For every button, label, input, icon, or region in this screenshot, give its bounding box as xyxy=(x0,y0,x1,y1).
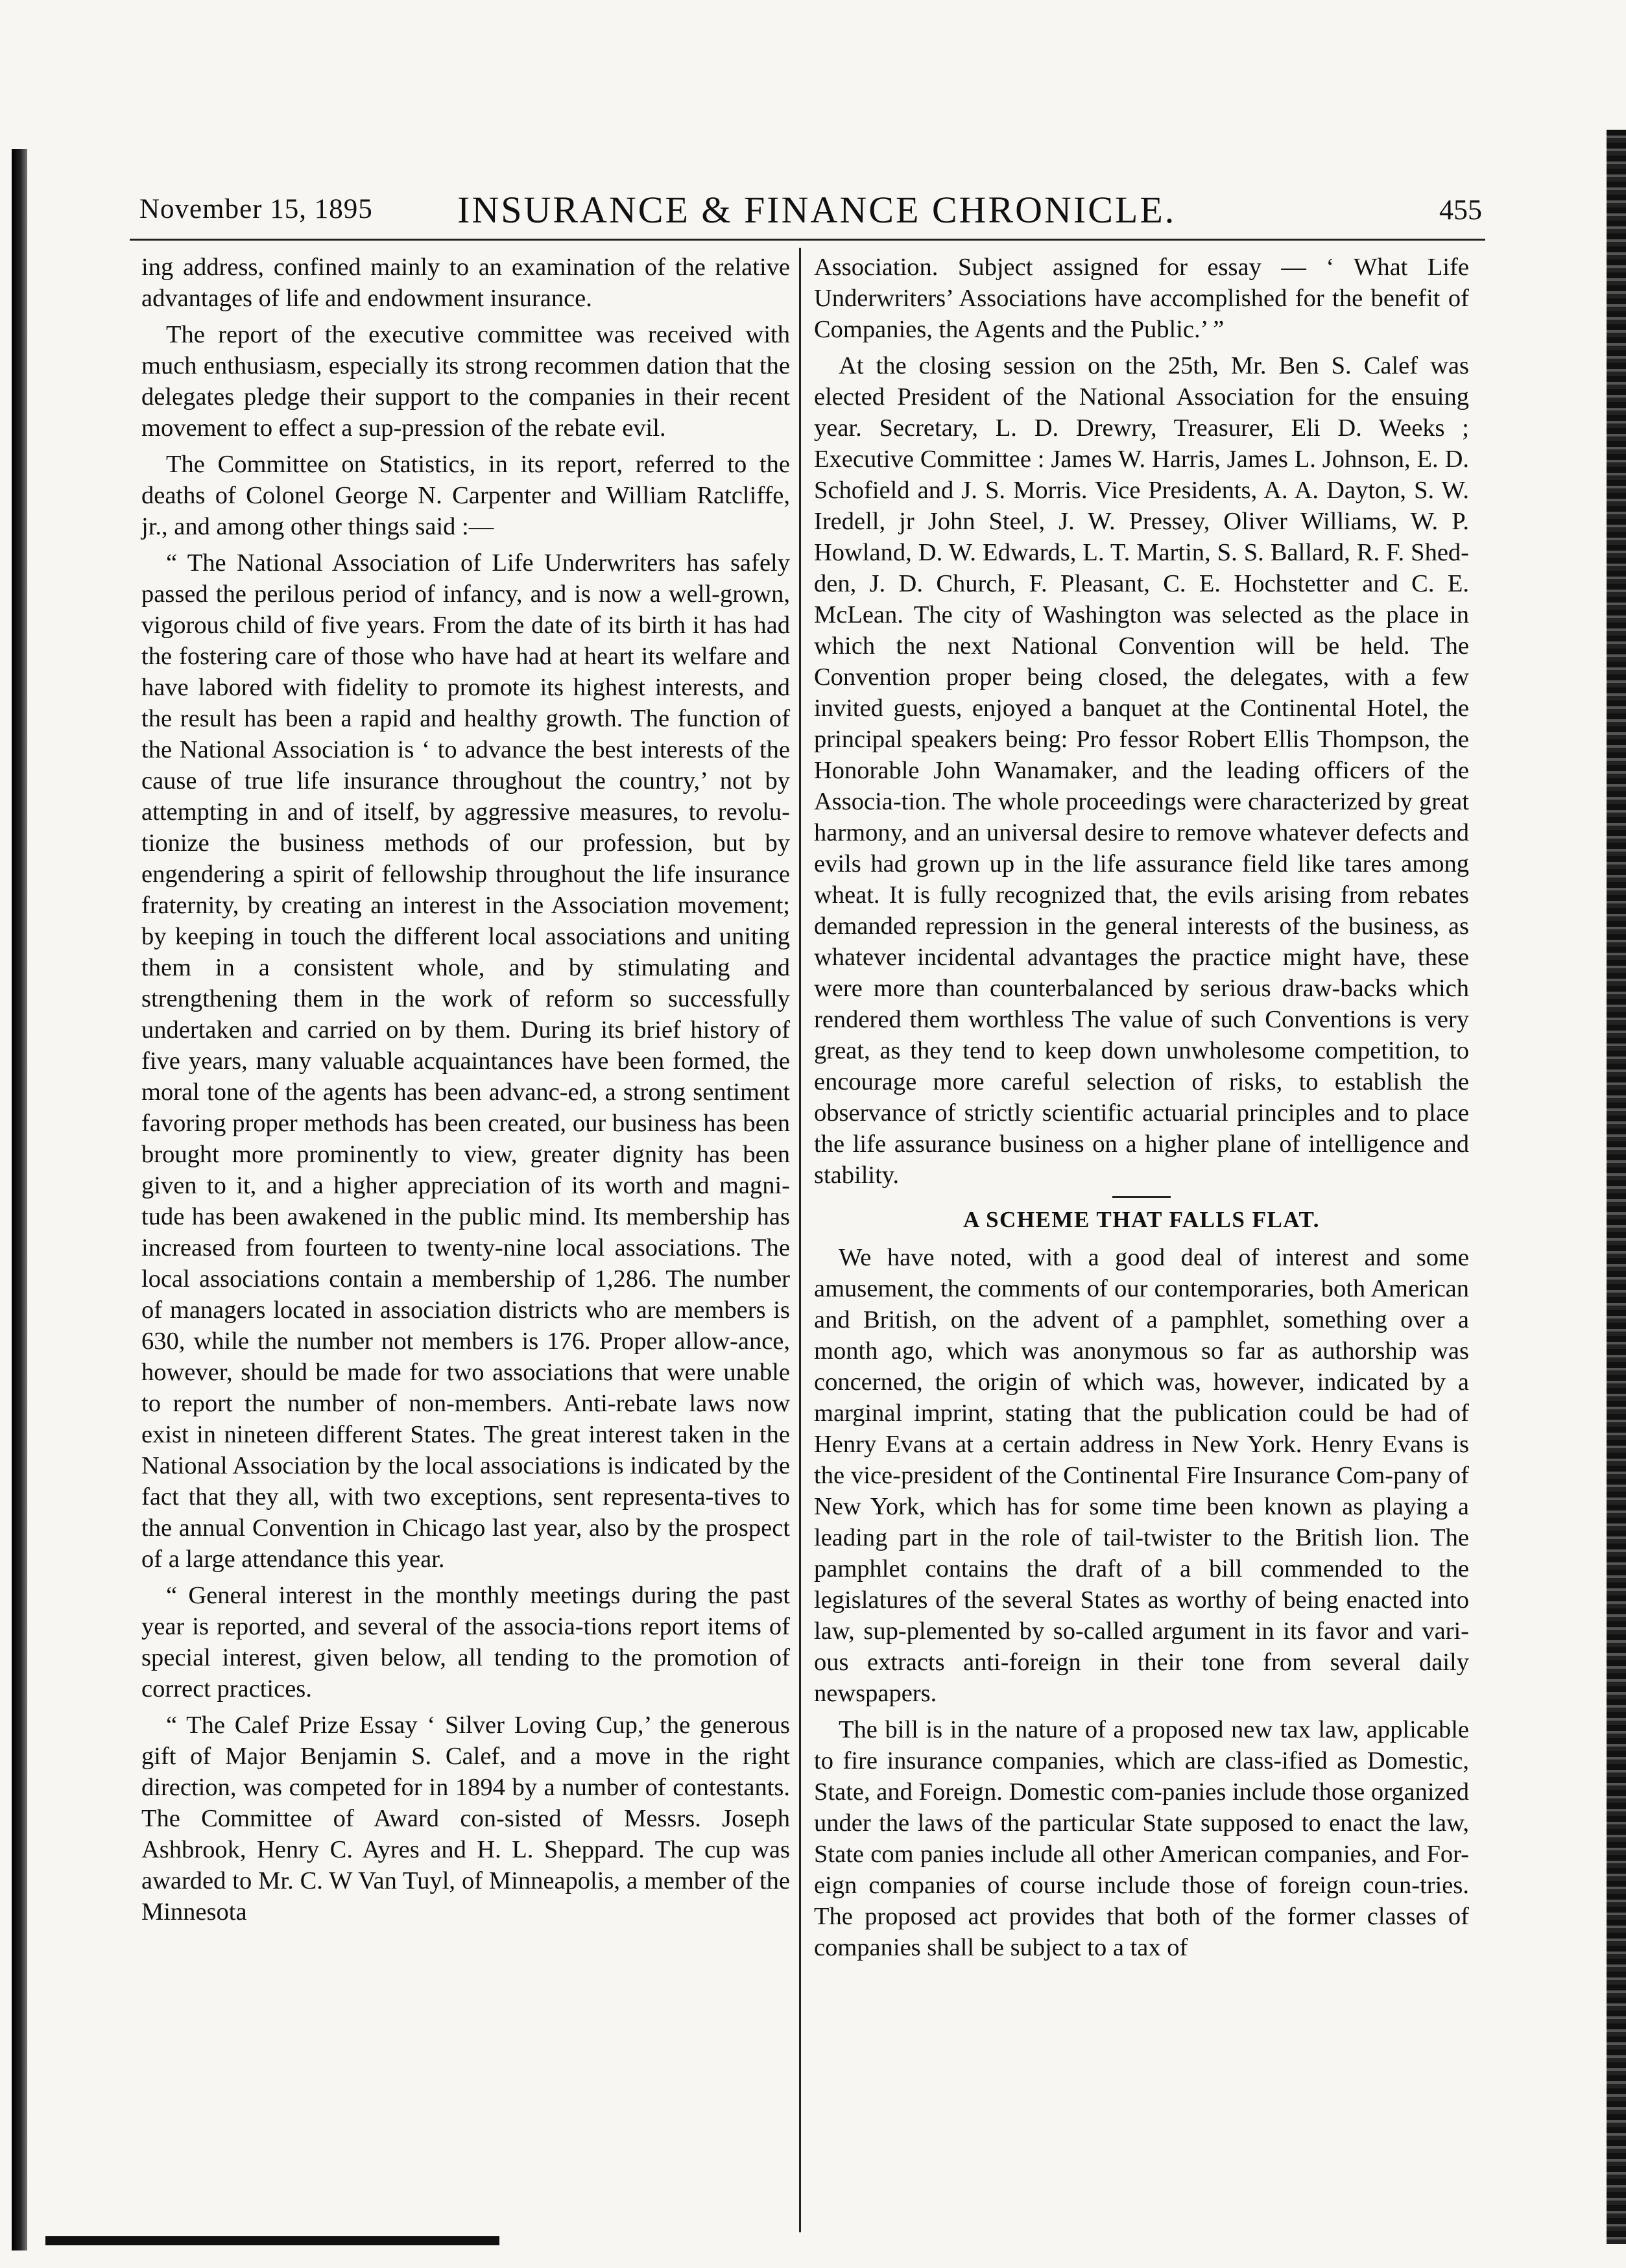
paragraph: The Committee on Statistics, in its report, referred to the deaths of Colonel George N. Carpenter and William Ratcliffe, jr., and among other things said :— xyxy=(141,451,790,540)
publication-title: INSURANCE & FINANCE CHRONICLE. xyxy=(457,189,1177,231)
paragraph: “ General interest in the monthly meetings during the past year is reported, and several of the associa-tions report items of special interest, given below, all tending to the promotion of correct practices. xyxy=(141,1582,790,1702)
scan-edge-bottom xyxy=(45,2236,499,2245)
paragraph: “ The National Association of Life Underwriters has safely passed the perilous period of infancy, and is now a well-grown, vigorous child of five years. From the date of its birth it has had the fostering care of those who have had at heart its welfare and have labored with fidelity to promote its highest interests, and the result has been a rapid and healthy growth. The function of the National Association is ‘ to advance the best interests of the cause of true life insurance throughout the country,’ not by attempting in and of itself, by aggressive measures, to revolu-tionize the business methods of our profession, but by engendering a spirit of fellowship throughout the life insurance fraternity, by creating an interest in the Association movement; by keeping in touch the different local associations and uniting them in a consistent whole, and by stimulating and strengthening them in the work of reform so successfully undertaken and carried on by them. During its brief history of five years, many valuable acquaintances have been formed, the moral tone of the agents has been advanc-ed, a strong sentiment favoring proper methods has been created, our business has been brought more prominently to view, greater dignity has been given to it, and a higher appreciation of its worth and magni-tude has been awakened in the public mind. Its membership has increased from fourteen to twenty-nine local associations. The local associations contain a membership of 1,286. The number of managers located in association districts who are members is 630, while the number not members is 176. Proper allow-ance, however, should be made for two associations that were unable to report the number of non-members. Anti-rebate laws now exist in nineteen different States. The great interest taken in the National Association by the local associations is indicated by the fact that they all, with two exceptions, sent representa-tives to the annual Convention in Chicago last year, also by the prospect of a large attendance this year. xyxy=(141,549,790,1573)
paragraph: We have noted, with a good deal of interest and some amusement, the comments of our contemporaries, both American and British, on the advent of a pamphlet, something over a month ago, which was anonymous so far as authorship was concerned, the origin of which was, however, indicated by a marginal imprint, stating that the publication could be had of Henry Evans at a certain address in New York. Henry Evans is the vice-president of the Continental Fire Insurance Com-pany of New York, which has for some time been known as playing a leading part in the role of tail-twister to the British lion. The pamphlet contains the draft of a bill commended to the legislatures of the several States as worthy of being enacted into law, sup-plemented by so-called argument in its favor and vari-ous extracts anti-foreign in their tone from several daily newspapers. xyxy=(814,1244,1469,1707)
header-rule xyxy=(130,239,1485,241)
paragraph: At the closing session on the 25th, Mr. Ben S. Calef was elected President of the National Association for the ensuing year. Secretary, L. D. Drewry, Treasurer, Eli D. Weeks ; Executive Committee : James W. Harris, James L. Johnson, E. D. Schofield and J. S. Morris. Vice Presidents, A. A. Dayton, S. W. Iredell, jr John Steel, J. W. Pressey, Oliver Williams, W. P. Howland, D. W. Edwards, L. T. Martin, S. S. Ballard, R. F. Shed-den, J. D. Church, F. Pleasant, C. E. Hochstetter and C. E. McLean. The city of Washington was selected as the place in which the next National Convention will be held. The Convention proper being closed, the delegates, with a few invited guests, enjoyed a banquet at the Continental Hotel, the principal speakers being: Pro fessor Robert Ellis Thompson, the Honorable John Wanamaker, and the leading officers of the Associa-tion. The whole proceedings were characterized by great harmony, and an universal desire to remove whatever defects and evils had grown up in the life assurance field like tares among wheat. It is fully recognized that, the evils arising from rebates demanded repression in the general interests of the business, as whatever incidental advantages the practice might have, these were more than counterbalanced by serious draw-backs which rendered them worthless The value of such Conventions is very great, as they tend to keep down unwholesome competition, to encourage more careful selection of risks, to establish the observance of strictly scientific actuarial principles and to place the life assurance business on a higher plane of intelligence and stability. xyxy=(814,352,1469,1189)
left-column xyxy=(141,252,790,1933)
right-column xyxy=(814,252,1469,1968)
paragraph: The bill is in the nature of a proposed new tax law, applicable to fire insurance companies, which are class-ified as Domestic, State, and Foreign. Domestic com-panies include those organized under the laws of the particular State supposed to enact the law, State com panies include all other American companies, and For-eign companies of course include those of foreign coun-tries. The proposed act provides that both of the former classes of companies shall be subject to a tax of xyxy=(814,1716,1469,1961)
paragraph: The report of the executive committee was received with much enthusiasm, especially its strong recommen dation that the delegates pledge their support to the companies in their recent movement to effect a sup-pression of the rebate evil. xyxy=(141,321,790,442)
section-rule xyxy=(1112,1196,1171,1198)
issue-date: November 15, 1895 xyxy=(139,194,373,224)
scan-edge-right xyxy=(1607,130,1626,2244)
paragraph: “ The Calef Prize Essay ‘ Silver Loving Cup,’ the generous gift of Major Benjamin S. Calef, and a move in the right direction, was competed for in 1894 by a number of contestants. The Committee of Award con-sisted of Messrs. Joseph Ashbrook, Henry C. Ayres and H. L. Sheppard. The cup was awarded to Mr. C. W Van Tuyl, of Minneapolis, a member of the Minnesota xyxy=(141,1712,790,1926)
section-heading: A SCHEME THAT FALLS FLAT. xyxy=(963,1207,1320,1232)
page-number: 455 xyxy=(1439,194,1482,226)
paragraph: ing address, confined mainly to an examination of the relative advantages of life and endowment insurance. xyxy=(141,254,790,312)
paragraph: Association. Subject assigned for essay — ‘ What Life Underwriters’ Associations have accomplished for the benefit of Companies, the Agents and the Public.’ ” xyxy=(814,254,1469,343)
scan-edge-left xyxy=(12,149,27,2250)
page-header xyxy=(139,188,1482,240)
column-divider xyxy=(799,248,801,2232)
